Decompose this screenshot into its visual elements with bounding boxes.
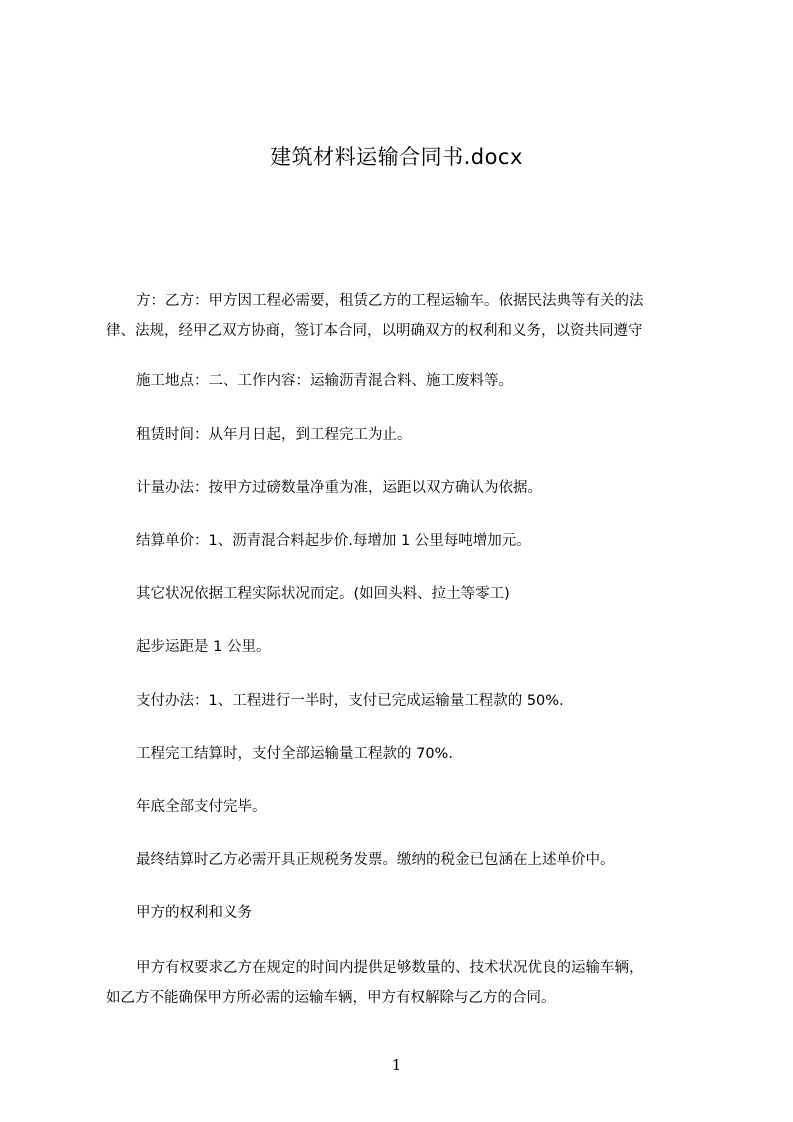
paragraph-start-distance: 起步运距是 1 公里。 xyxy=(136,639,271,655)
closing-line-2: 如乙方不能确保甲方所必需的运输车辆，甲方有权解除与乙方的合同。 xyxy=(106,990,556,1006)
page-number: 1 xyxy=(391,1056,402,1074)
paragraph-completion-payment: 工程完工结算时，支付全部运输量工程款的 70%. xyxy=(136,746,453,762)
closing-line-1: 甲方有权要求乙方在规定的时间内提供足够数量的、技术状况优良的运输车辆， xyxy=(136,960,644,976)
paragraph-invoice: 最终结算时乙方必需开具正规税务发票。缴纳的税金已包涵在上述单价中。 xyxy=(136,852,615,868)
intro-line-2: 律、法规，经甲乙双方协商，签订本合同，以明确双方的权利和义务，以资共同遵守 xyxy=(106,323,643,339)
paragraph-work-location: 施工地点：二、工作内容：运输沥青混合料、施工废料等。 xyxy=(136,373,513,389)
paragraph-year-end-payment: 年底全部支付完毕。 xyxy=(136,799,267,815)
intro-paragraph xyxy=(106,286,706,346)
paragraph-rental-time: 租赁时间：从年月日起，到工程完工为止。 xyxy=(136,427,412,443)
page-title: 建筑材料运输合同书.docx xyxy=(270,145,523,169)
paragraph-payment-method: 支付办法：1、工程进行一半时，支付已完成运输量工程款的 50%. xyxy=(136,693,564,709)
intro-line-1: 方：乙方：甲方因工程必需要，租赁乙方的工程运输车。依据民法典等有关的法 xyxy=(136,293,644,309)
paragraph-measurement: 计量办法：按甲方过磅数量净重为准，运距以双方确认为依据。 xyxy=(136,480,542,496)
paragraph-other-conditions: 其它状况依据工程实际状况而定。(如回头料、拉土等零工) xyxy=(136,586,510,602)
closing-paragraph xyxy=(106,953,706,1013)
section-heading-party-a-rights: 甲方的权利和义务 xyxy=(136,905,252,921)
paragraph-unit-price: 结算单价：1、沥青混合料起步价.每增加 1 公里每吨增加元。 xyxy=(136,533,531,549)
